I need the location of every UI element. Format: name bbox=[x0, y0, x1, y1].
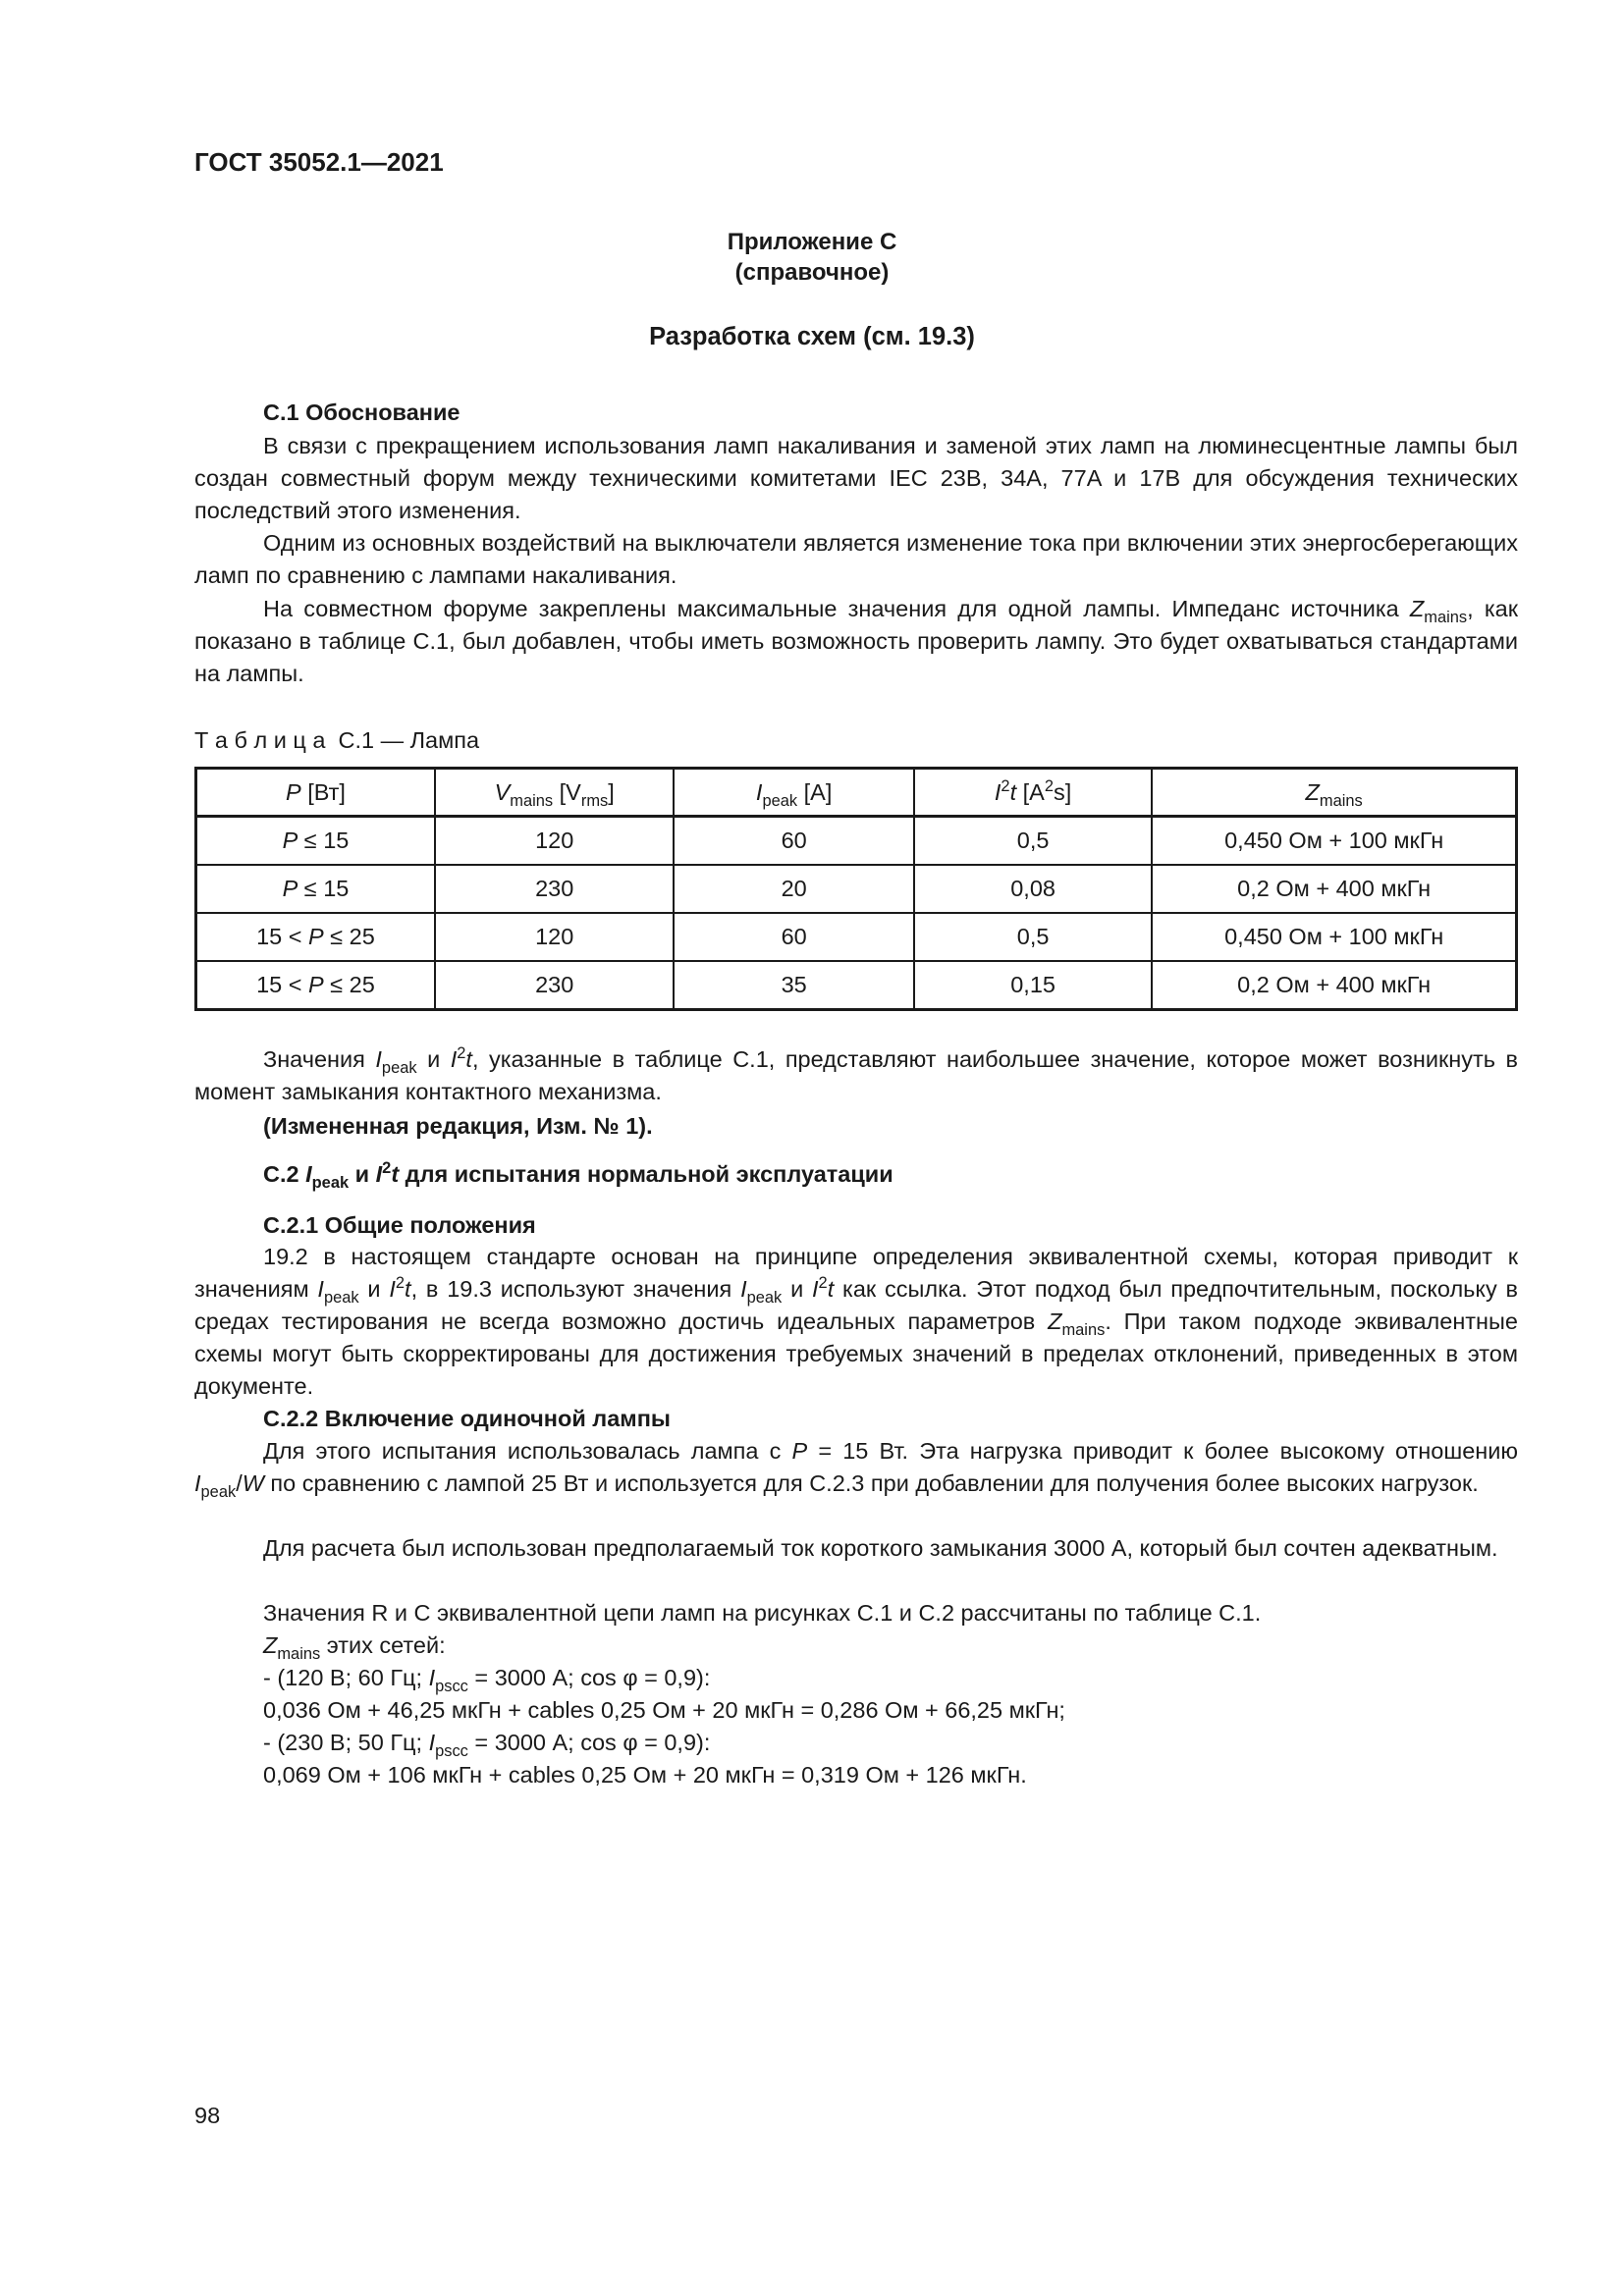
edit-note: (Измененная редакция, Изм. № 1). bbox=[263, 1113, 653, 1139]
header-impedance: $Z_{mains}$ bbox=[1152, 769, 1516, 817]
section-c22-paragraph-1: Для этого испытания использовалась лампа с P = 15 Вт. Эта нагрузка приводит к более высокому отношению $I_{peak}/W$ по сравнению с лампой 25 Вт и используется для С.2.3 при добавлении для получения более высоких нагрузок. bbox=[194, 1438, 1519, 1501]
cell-peak-current: 35 bbox=[674, 961, 913, 1010]
header-voltage: $V_{mains}$ $[V_{rms}]$ bbox=[435, 769, 674, 817]
cell-power: 15 < P ≤ 25 bbox=[196, 961, 435, 1010]
table-row bbox=[196, 817, 1517, 866]
table-caption-label: Т а б л и ц а bbox=[194, 727, 326, 753]
cell-impedance: 0,450 Ом + 100 мкГн bbox=[1152, 913, 1516, 961]
cell-peak-current: 60 bbox=[674, 817, 913, 866]
cell-power: P ≤ 15 bbox=[196, 817, 435, 866]
network-120v-formula: 0,036 Ом + 46,25 мкГн + cables 0,25 Ом + 20 мкГн = 0,286 Ом + 66,25 мкГн; bbox=[263, 1697, 1065, 1723]
section-c1-paragraph-2: Одним из основных воздействий на выключатели является изменение тока при включении этих энергосберегающих ламп по сравнению с лампами накаливания. bbox=[194, 530, 1518, 588]
cell-i2t: 0,15 bbox=[914, 961, 1152, 1010]
network-230v-conditions: - (230 В; 50 Гц; $I_{pscc} = 3000$ А; cos φ = 0,9): bbox=[263, 1730, 711, 1760]
cell-voltage: 120 bbox=[435, 913, 674, 961]
cell-i2t: 0,08 bbox=[914, 865, 1152, 913]
cell-impedance: 0,2 Ом + 400 мкГн bbox=[1152, 961, 1516, 1010]
network-120v-conditions: - (120 В; 60 Гц; $I_{pscc} = 3000$ А; cos φ = 0,9): bbox=[263, 1665, 711, 1695]
impedance-networks-label: $Z_{mains}$ этих сетей: bbox=[263, 1632, 446, 1663]
section-c22-paragraph-3: Значения R и С эквивалентной цепи ламп на рисунках С.1 и С.2 рассчитаны по таблице С.1. bbox=[263, 1600, 1262, 1626]
table-header-row bbox=[196, 769, 1517, 817]
cell-peak-current: 60 bbox=[674, 913, 913, 961]
cell-peak-current: 20 bbox=[674, 865, 913, 913]
section-c22-paragraph-2: Для расчета был использован предполагаемый ток короткого замыкания 3000 А, который был сочтен адекватным. bbox=[263, 1535, 1498, 1561]
header-peak-current: $I_{peak}$ [A] bbox=[674, 769, 913, 817]
table-row bbox=[196, 961, 1517, 1010]
cell-power: 15 < P ≤ 25 bbox=[196, 913, 435, 961]
header-power: P [Вт] bbox=[196, 769, 435, 817]
section-c1-heading: С.1 Обоснование bbox=[263, 400, 460, 425]
network-230v-formula: 0,069 Ом + 106 мкГн + cables 0,25 Ом + 20 мкГн = 0,319 Ом + 126 мкГн. bbox=[263, 1762, 1027, 1788]
appendix-heading: Разработка схем (см. 19.3) bbox=[649, 323, 975, 350]
cell-voltage: 230 bbox=[435, 961, 674, 1010]
section-c21-heading: С.2.1 Общие положения bbox=[263, 1212, 536, 1238]
header-i2t: $I^2t$ $[A^2s]$ bbox=[914, 769, 1152, 817]
appendix-status: (справочное) bbox=[734, 259, 890, 286]
cell-i2t: 0,5 bbox=[914, 817, 1152, 866]
lamp-table bbox=[194, 767, 1518, 1011]
page-number: 98 bbox=[194, 2103, 221, 2128]
section-c1-paragraph-3: На совместном форуме закреплены максимальные значения для одной лампы. Импеданс источника $Z_{mains}$, как показано в таблице С.1, был добавлен, чтобы иметь возможность проверить лампу. Это будет охватываться стандартами на лампы. bbox=[194, 596, 1518, 686]
appendix-title: Приложение С bbox=[727, 229, 897, 255]
cell-voltage: 230 bbox=[435, 865, 674, 913]
table-row bbox=[196, 865, 1517, 913]
cell-impedance: 0,450 Ом + 100 мкГн bbox=[1152, 817, 1516, 866]
cell-power: P ≤ 15 bbox=[196, 865, 435, 913]
section-c21-paragraph: 19.2 в настоящем стандарте основан на принципе определения эквивалентной схемы, которая приводит к значениям $I_{peak}$ и $I^2t$, в 19.3 используют значения $I_{peak}$ и $I^2t$ как ссылка. Этот подход был предпочтительным, поскольку в средах тестирования не всегда возможно достичь идеальных параметров $Z_{mains}$. При таком подходе эквивалентные схемы могут быть скорректированы для достижения требуемых значений в пределах отклонений, приведенных в этом документе. bbox=[194, 1244, 1519, 1399]
cell-i2t: 0,5 bbox=[914, 913, 1152, 961]
section-c22-heading: С.2.2 Включение одиночной лампы bbox=[263, 1406, 671, 1431]
table-caption bbox=[194, 724, 479, 757]
section-c2-heading: С.2 $I_{peak}$ и $I^2t$ для испытания нормальной эксплуатации bbox=[263, 1158, 893, 1192]
table-row bbox=[196, 913, 1517, 961]
table-note-paragraph: Значения $I_{peak}$ и $I^2t$, указанные в таблице С.1, представляют наибольшее значение, которое может возникнуть в момент замыкания контактного механизма. bbox=[194, 1043, 1518, 1104]
cell-voltage: 120 bbox=[435, 817, 674, 866]
document-code: ГОСТ 35052.1—2021 bbox=[194, 147, 444, 177]
table-caption-text: С.1 — Лампа bbox=[338, 727, 480, 753]
section-c1-paragraph-1: В связи с прекращением использования ламп накаливания и заменой этих ламп на люминесцентные лампы был создан совместный форум между техническими комитетами IEC 23B, 34A, 77A и 17B для обсуждения технических последствий этого изменения. bbox=[194, 433, 1518, 523]
cell-impedance: 0,2 Ом + 400 мкГн bbox=[1152, 865, 1516, 913]
